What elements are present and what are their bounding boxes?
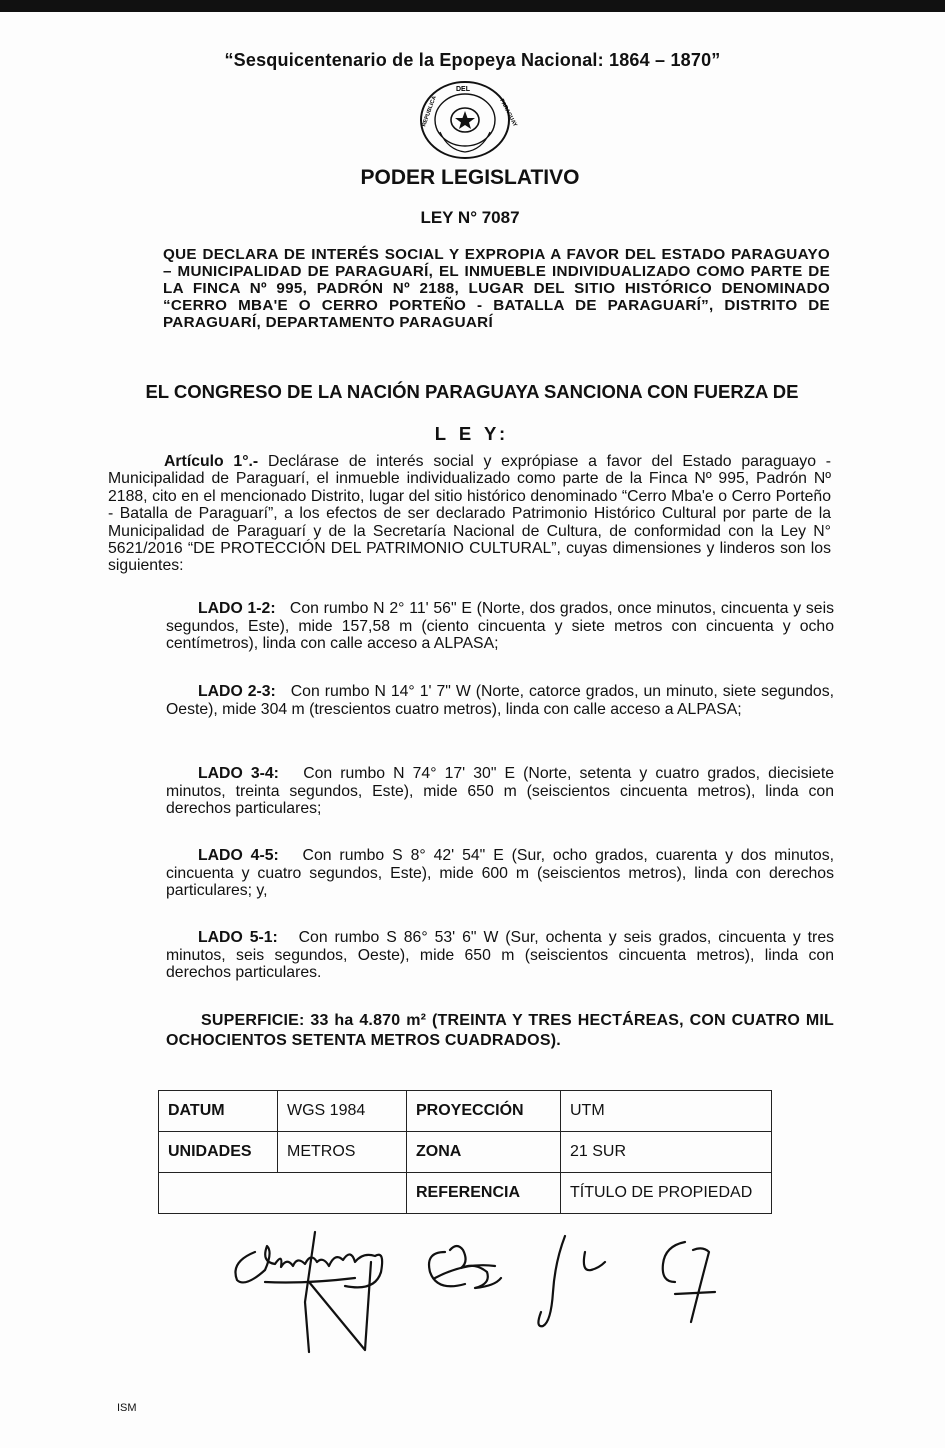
side-text: Con rumbo S 86° 53' 6" W (Sur, ochenta y seis grados, cincuenta y tres minutos, seis segundos, Oeste), mide 650 m (seiscientos cincuenta metros), linda con derechos particulares. [166, 929, 835, 982]
side-text: Con rumbo N 2° 11' 56" E (Norte, dos grados, once minutos, cincuenta y seis segundos, Este), mide 157,58 m (ciento cincuenta y siete metros con cincuenta y ocho centímetros), linda con calle acceso a ALPASA; [166, 600, 834, 653]
table-row [159, 1132, 772, 1173]
side-text: Con rumbo N 74° 17' 30" E (Norte, setenta y cuatro grados, diecisiete minutos, treinta segundos, Este), mide 650 m (seiscientos cincuenta metros), linda con derechos particulares; [166, 765, 835, 818]
typist-initials: ISM [117, 1402, 137, 1414]
side-5-1 [166, 929, 834, 982]
side-label: LADO 3-4: [198, 765, 279, 782]
scan-top-border [0, 0, 945, 12]
side-text: Con rumbo S 8° 42' 54" E (Sur, ocho grados, cuarenta y dos minutos, cincuenta y cuatro segundos, Este), mide 600 m (seiscientos metros), linda con derechos particulares; y, [166, 847, 835, 900]
signatures [225, 1222, 725, 1352]
law-number: LEY N° 7087 [420, 208, 520, 227]
enacting-clause [110, 371, 834, 455]
projection-value: UTM [561, 1091, 772, 1132]
seal-text-top: DEL [456, 86, 470, 93]
zone-label: ZONA [407, 1132, 561, 1173]
projection-label: PROYECCIÓN [407, 1091, 561, 1132]
national-seal-icon [418, 80, 518, 160]
chamber-heading: PODER LEGISLATIVO [360, 166, 580, 189]
article-1-label: Artículo 1°.- [164, 453, 259, 470]
table-row [159, 1091, 772, 1132]
table-row [159, 1173, 772, 1214]
surface-area: SUPERFICIE: 33 ha 4.870 m² (TREINTA Y TRES HECTÁREAS, CON CUATRO MIL OCHOCIENTOS SETENTA METROS CUADRADOS). [166, 1012, 834, 1049]
seal-text-left: REPUBLICA [421, 95, 438, 128]
zone-value: 21 SUR [561, 1132, 772, 1173]
side-label: LADO 2-3: [198, 683, 276, 700]
reference-label: REFERENCIA [407, 1173, 561, 1214]
empty-cell [159, 1173, 407, 1214]
datum-value: WGS 1984 [278, 1091, 407, 1132]
law-title: QUE DECLARA DE INTERÉS SOCIAL Y EXPROPIA A FAVOR DEL ESTADO PARAGUAYO – MUNICIPALIDAD DE PARAGUARÍ, EL INMUEBLE INDIVIDUALIZADO COMO PARTE DE LA FINCA Nº 995, PADRÓN Nº 2188, LUGAR DEL SITIO HISTÓRICO DENOMINADO “CERRO MBA'E O CERRO PORTEÑO - BATALLA DE PARAGUARÍ”, DISTRITO DE PARAGUARÍ, DEPARTAMENTO PARAGUARÍ [163, 246, 830, 331]
side-3-4 [166, 765, 834, 818]
side-label: LADO 5-1: [198, 929, 278, 946]
units-label: UNIDADES [159, 1132, 278, 1173]
signature-3 [538, 1236, 605, 1326]
reference-value: TÍTULO DE PROPIEDAD [561, 1173, 772, 1214]
datum-label: DATUM [159, 1091, 278, 1132]
article-1 [108, 453, 831, 575]
geodetic-reference-table [158, 1090, 772, 1214]
enacting-line-1: EL CONGRESO DE LA NACIÓN PARAGUAYA SANCIONA CON FUERZA DE [145, 381, 799, 402]
enacting-line-2: L E Y: [434, 423, 510, 444]
side-4-5 [166, 847, 834, 900]
units-value: METROS [278, 1132, 407, 1173]
signature-4 [663, 1242, 715, 1322]
article-1-text: Declárase de interés social y exprópiase a favor del Estado paraguayo - Municipalidad de Paraguarí, el inmueble individualizado como parte de la Finca Nº 995, Padrón Nº 2188, cito en el mencionado Distrito, lugar del sitio histórico denominado “Cerro Mba'e o Cerro Porteño - Batalla de Paraguarí”, a los efectos de ser declarado Patrimonio Histórico Cultural por parte de la Municipalidad de Paraguarí y de la Secretaría Nacional de Cultura, de conformidad con la Ley N° 5621/2016 “DE PROTECCIÓN DEL PATRIMONIO CULTURAL”, cuyas dimensiones y linderos son los siguientes: [108, 453, 831, 575]
side-label: LADO 4-5: [198, 847, 279, 864]
commemorative-motto: “Sesquicentenario de la Epopeya Nacional: 1864 – 1870” [224, 50, 721, 70]
side-1-2 [166, 600, 834, 653]
side-2-3 [166, 683, 834, 718]
side-label: LADO 1-2: [198, 600, 276, 617]
side-text: Con rumbo N 14° 1' 7" W (Norte, catorce grados, un minuto, siete segundos, Oeste), mide 304 m (trescientos cuatro metros), linda con calle acceso a ALPASA; [166, 683, 835, 718]
seal-text-right: PARAGUAY [498, 98, 518, 128]
